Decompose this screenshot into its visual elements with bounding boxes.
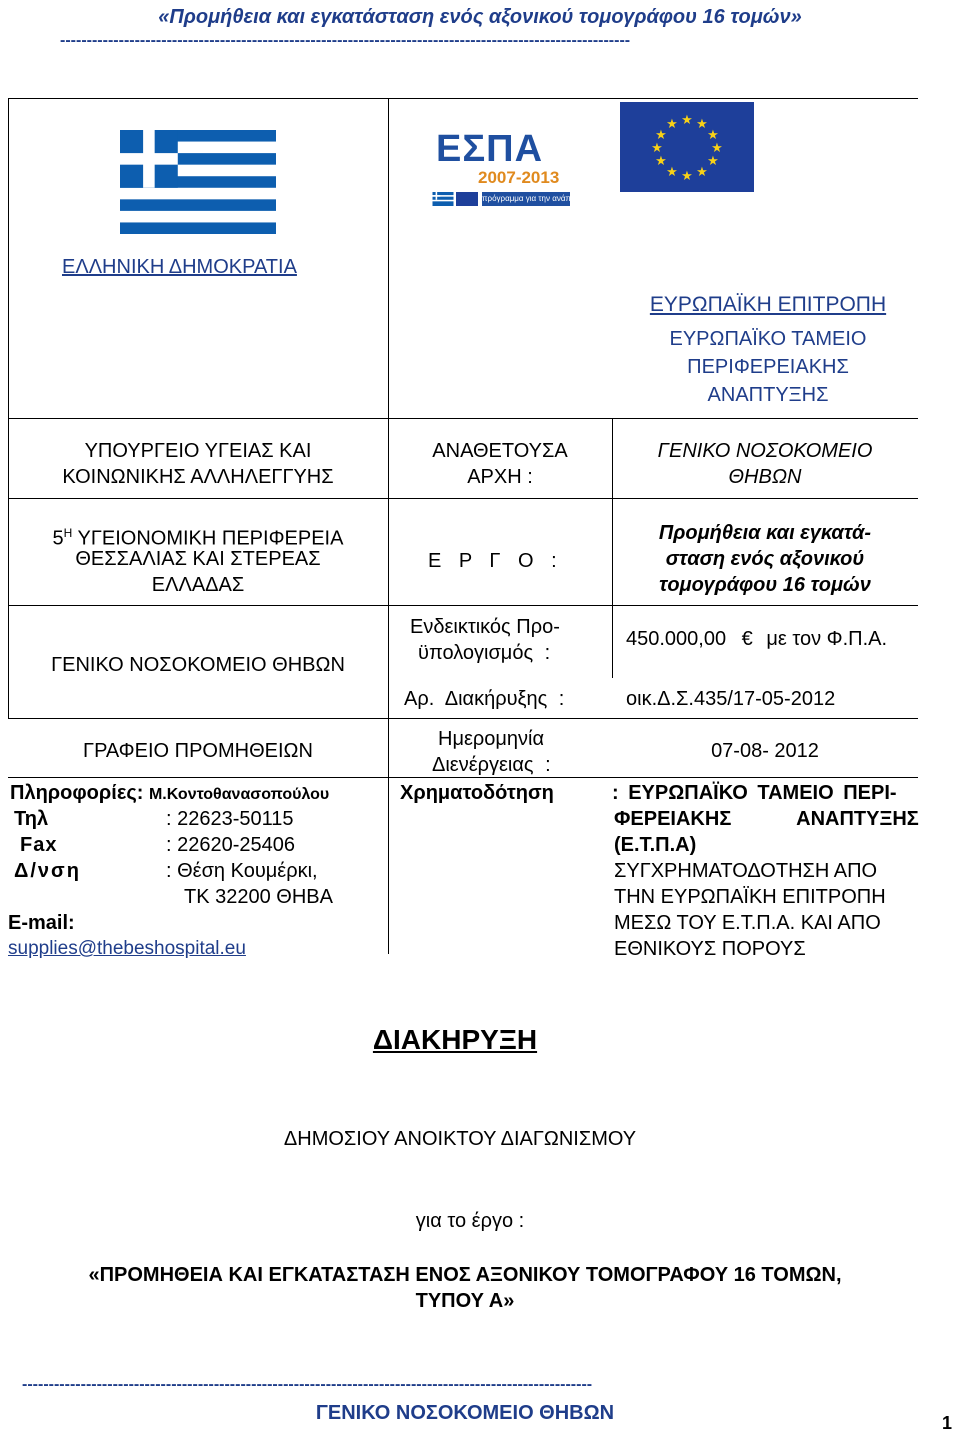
svg-text:★: ★: [707, 128, 719, 143]
svg-text:★: ★: [666, 117, 678, 132]
date-label-line-2: Διενέργειας :: [432, 754, 551, 776]
footer-hospital-name: ΓΕΝΙΚΟ ΝΟΣΟΚΟΜΕΙΟ ΘΗΒΩΝ: [315, 1402, 615, 1424]
project-value-line-3: τομογράφου 16 τομών: [659, 574, 871, 596]
svg-text:★: ★: [707, 154, 719, 169]
tender-type-heading: ΔΗΜΟΣΙΟΥ ΑΝΟΙΚΤΟΥ ΔΙΑΓΩΝΙΣΜΟΥ: [283, 1128, 637, 1150]
project-title-line-1: «ΠΡΟΜΗΘΕΙΑ ΚΑΙ ΕΓΚΑΤΑΣΤΑΣΗ ΕΝΟΣ ΑΞΟΝΙΚΟΥ ΤΟΜΟΓΡΑΦΟΥ 16 ΤΟΜΩΝ,: [88, 1264, 842, 1286]
espa-logo-years: 2007-2013: [478, 168, 560, 187]
funding-line-2a: ΦΕΡΕΙΑΚΗΣ ΑΝΑΠΤΥΞΗΣ: [614, 808, 919, 830]
eu-fund-line-2: ΠΕΡΙΦΕΡΕΙΑΚΗΣ: [687, 356, 849, 378]
health-region-line-3: ΕΛΛΑΔΑΣ: [151, 574, 245, 596]
espa-logo-text: ΕΣΠΑ: [436, 128, 544, 170]
email-link[interactable]: supplies@thebeshospital.eu: [8, 938, 246, 959]
funding-line-5: ΤΗΝ ΕΥΡΩΠΑΪΚΗ ΕΠΙΤΡΟΠΗ: [614, 886, 886, 908]
hospital-name: ΓΕΝΙΚΟ ΝΟΣΟΚΟΜΕΙΟ ΘΗΒΩΝ: [51, 654, 345, 676]
page-number: 1: [942, 1413, 953, 1433]
funding-line-6: ΜΕΣΩ ΤΟΥ Ε.Τ.Π.Α. ΚΑΙ ΑΠΟ: [614, 912, 881, 934]
authority-label-line-1: ΑΝΑΘΕΤΟΥΣΑ: [432, 440, 568, 462]
ministry-line-2: ΚΟΙΝΩΝΙΚΗΣ ΑΛΛΗΛΕΓΓΥΗΣ: [62, 466, 334, 488]
declaration-label: Αρ. Διακήρυξης :: [404, 688, 565, 710]
project-value-line-1: Προμήθεια και εγκατά-: [658, 522, 872, 544]
funding-line-7: ΕΘΝΙΚΟΥΣ ΠΟΡΟΥΣ: [614, 938, 806, 960]
funding-line-2: [614, 806, 930, 832]
document-header-title: «Προμήθεια και εγκατάσταση ενός αξονικού τομογράφου 16 τομών»: [158, 6, 802, 28]
svg-text:★: ★: [681, 113, 693, 128]
project-label: Ε Ρ Γ Ο :: [428, 550, 563, 572]
budget-label-line-2: ϋπολογισμός :: [418, 642, 551, 664]
table-left-border: [8, 98, 9, 418]
tel-value: : 22623-50115: [166, 808, 294, 830]
greek-flag-icon: [120, 130, 276, 234]
espa-logo: [430, 128, 587, 208]
ministry-line-1: ΥΠΟΥΡΓΕΙΟ ΥΓΕΙΑΣ ΚΑΙ: [84, 440, 312, 462]
funding-line-1: : ΕΥΡΩΠΑΪΚΟ ΤΑΜΕΙΟ ΠΕΡΙ-: [612, 782, 897, 804]
health-region-line-2: ΘΕΣΣΑΛΙΑΣ ΚΑΙ ΣΤΕΡΕΑΣ: [75, 548, 321, 570]
footer-dash-line: -----------------------------------------------------------------------------------------------------------: [22, 1376, 593, 1393]
fax-value: : 22620-25406: [166, 834, 296, 856]
svg-text:★: ★: [696, 165, 708, 180]
authority-value-line-1: ΓΕΝΙΚΟ ΝΟΣΟΚΟΜΕΙΟ: [657, 440, 873, 462]
health-region-text: ΥΓΕΙΟΝΟΜΙΚΗ ΠΕΡΙΦΕΡΕΙΑ: [77, 527, 344, 550]
svg-text:★: ★: [651, 141, 663, 156]
tel-label: Τηλ: [14, 808, 49, 830]
funding-label: Χρηματοδότηση: [400, 782, 554, 804]
contact-info-person: Μ.Κοντοθανασοπούλου: [148, 786, 330, 803]
eu-fund-line-1: ΕΥΡΩΠΑΪΚΟ ΤΑΜΕΙΟ: [669, 328, 867, 350]
email-label: E-mail:: [8, 912, 75, 934]
svg-text:★: ★: [696, 117, 708, 132]
procurement-office: ΓΡΑΦΕΙΟ ΠΡΟΜΗΘΕΙΩΝ: [83, 740, 313, 762]
declaration-number: οικ.Δ.Σ.435/17-05-2012: [626, 688, 836, 710]
republic-label: ΕΛΛΗΝΙΚΗ ΔΗΜΟΚΡΑΤΙΑ: [62, 256, 297, 278]
table-col-divider-1: [388, 98, 389, 954]
project-value-line-2: σταση ενός αξονικού: [665, 548, 865, 570]
date-label-line-1: Ημερομηνία: [438, 728, 545, 750]
contact-info-row: [10, 780, 329, 808]
header-dash-line: -----------------------------------------------------------------------------------------------------------: [60, 32, 631, 49]
svg-text:★: ★: [666, 165, 678, 180]
svg-text:★: ★: [711, 141, 723, 156]
tender-date: 07-08- 2012: [711, 740, 819, 762]
declaration-heading: ΔΙΑΚΗΡΥΞΗ: [372, 1024, 538, 1055]
authority-value-line-2: ΘΗΒΩΝ: [728, 466, 802, 488]
row-divider-1: [8, 418, 918, 419]
budget-label-line-1: Ενδεικτικός Προ-: [410, 616, 560, 638]
row-divider-4: [8, 718, 918, 719]
budget-value-row: [626, 626, 887, 652]
for-project-label: για το έργο :: [415, 1210, 525, 1232]
table-top-border: [8, 98, 918, 99]
fax-label: Fax: [20, 834, 58, 856]
contact-info-label: Πληροφορίες:: [10, 782, 144, 804]
funding-line-4: ΣΥΓΧΡΗΜΑΤΟΔΟΤΗΣΗ ΑΠΟ: [614, 860, 878, 882]
svg-text:★: ★: [655, 154, 667, 169]
address-value: : Θέση Κουμέρκι,: [166, 860, 318, 882]
svg-text:★: ★: [655, 128, 667, 143]
address-value-2: ΤΚ 32200 ΘΗΒΑ: [184, 886, 333, 908]
project-title-line-2: ΤΥΠΟΥ Α»: [415, 1290, 515, 1312]
euro-icon: €: [741, 628, 753, 650]
eu-fund-line-3: ΑΝΑΠΤΥΞΗΣ: [707, 384, 829, 406]
funding-line-3: (Ε.Τ.Π.Α): [614, 834, 697, 856]
row-divider-2: [8, 498, 918, 499]
address-label: Δ/νση: [14, 860, 81, 882]
svg-text:★: ★: [681, 169, 693, 184]
row-divider-3: [8, 605, 918, 606]
espa-small-greek-flag-icon: [432, 192, 454, 206]
health-region-sup: Η: [63, 526, 73, 540]
espa-tagline: πρόγραμμα για την ανάπτυξη: [482, 192, 570, 206]
budget-vat-suffix: με τον Φ.Π.Α.: [766, 628, 888, 650]
health-region-number: 5: [52, 527, 64, 550]
authority-label-line-2: ΑΡΧΗ :: [467, 466, 533, 488]
eu-flag-icon: [620, 102, 754, 192]
eu-commission-label: ΕΥΡΩΠΑΪΚΗ ΕΠΙΤΡΟΠΗ: [649, 293, 887, 316]
espa-small-eu-flag-icon: [456, 192, 478, 206]
budget-amount: 450.000,00: [626, 628, 727, 650]
